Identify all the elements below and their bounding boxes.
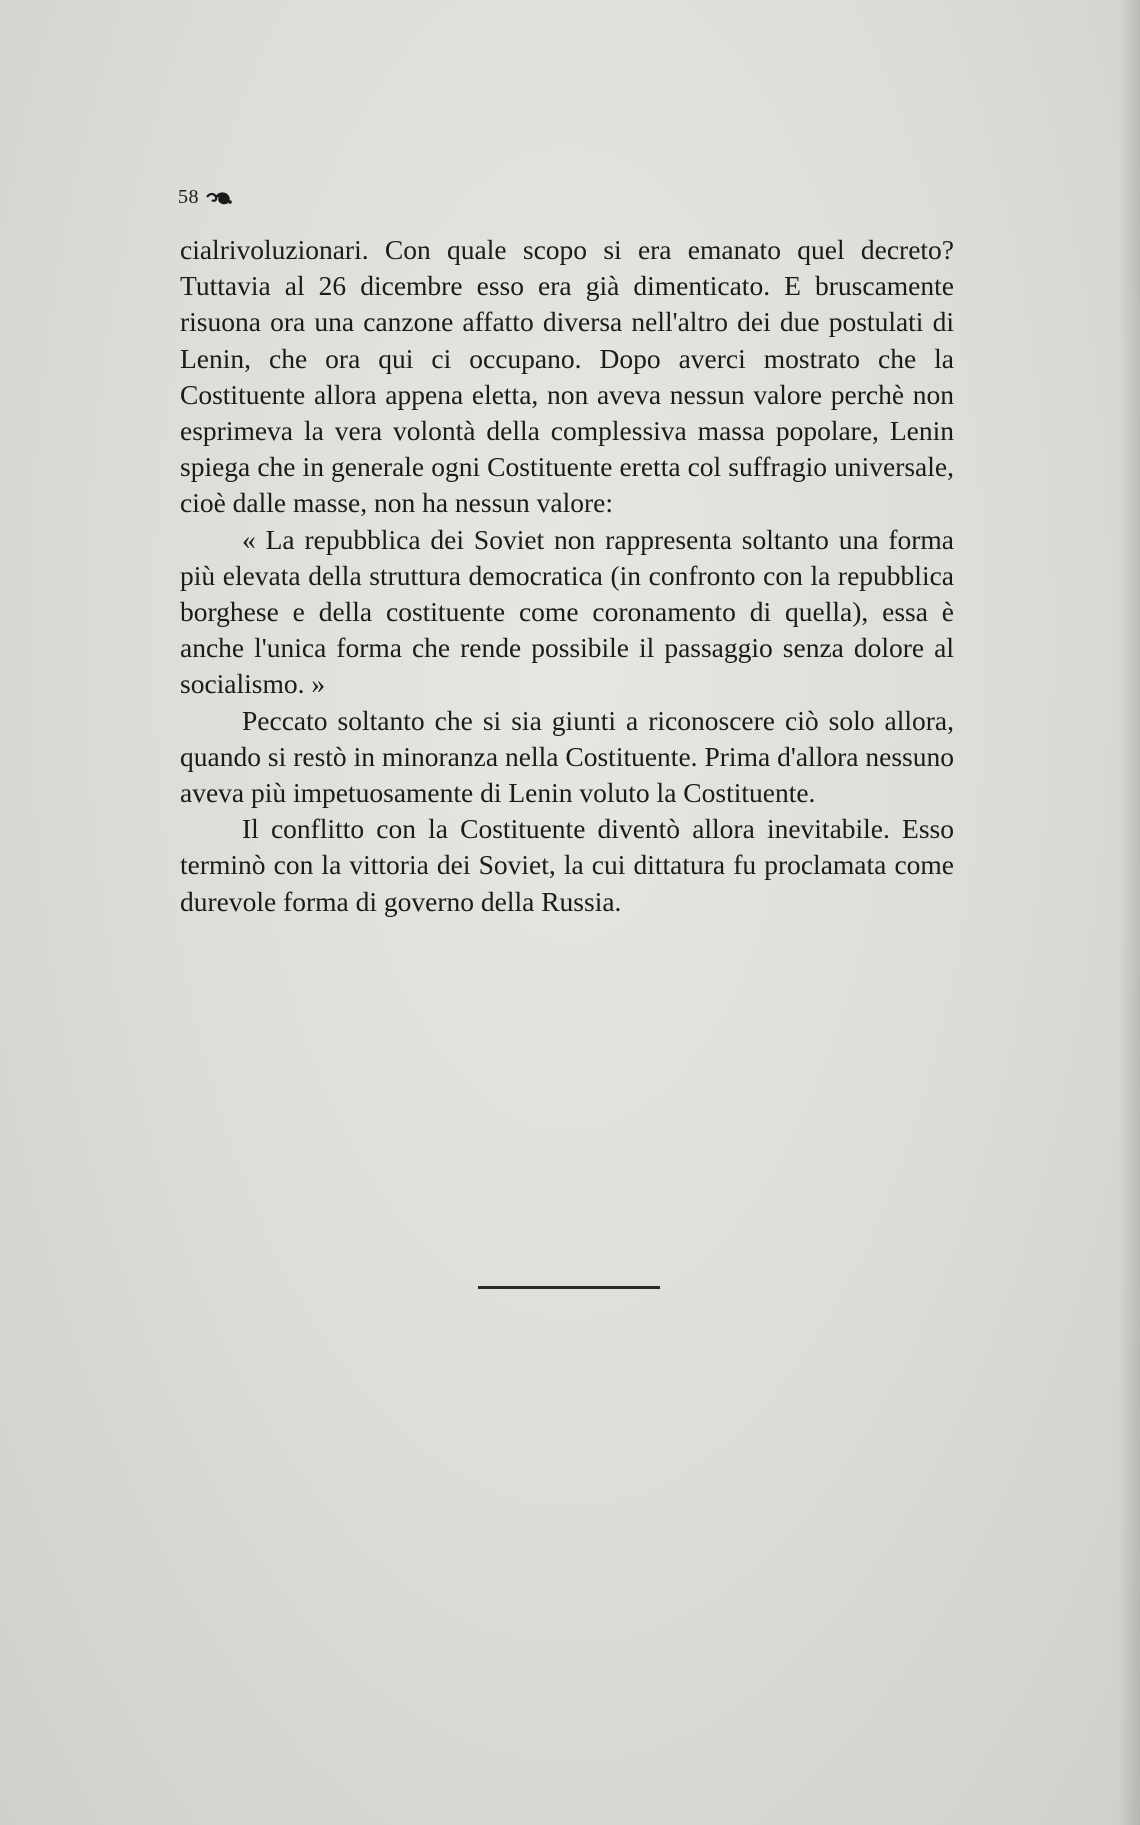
section-end-rule [478,1286,660,1289]
paragraph-1: cialrivoluzionari. Con quale scopo si era emanato quel decreto? Tuttavia al 26 dicembre esso era già dimenticato. E bruscamente risuona ora una canzone affatto diversa nell'altro dei due postulati di Lenin, che ora qui ci occupano. Dopo averci mostrato che la Costituente allora appena eletta, non aveva nessun valore perchè non esprimeva la vera volontà della complessiva massa popolare, Lenin spiega che in generale ogni Costituente eretta col suffragio universale, cioè dalle masse, non ha nessun valore: [180,234,954,519]
fleuron-icon [205,190,233,206]
body-text [180,232,954,920]
page-number: 58 [178,186,199,208]
paragraph-3: Peccato soltanto che si sia giunti a riconoscere ciò solo allora, quando si restò in minoranza nella Costituente. Prima d'allora nessuno aveva più impetuosamente di Lenin voluto la Costituente. [180,704,954,809]
page-edge-shadow [1118,0,1140,1825]
page-header [178,186,233,209]
paragraph-2-quote: « La repubblica dei Soviet non rappresenta soltanto una forma più elevata della struttura democratica (in confronto con la repubblica borghese e della costituente come coronamento di quella), essa è anche l'unica forma che rende possibile il passaggio senza dolore al socialismo. » [180,523,954,700]
paragraph-4: Il conflitto con la Costituente diventò allora inevitabile. Esso terminò con la vittoria dei Soviet, la cui dittatura fu proclamata come durevole forma di governo della Russia. [180,813,954,917]
